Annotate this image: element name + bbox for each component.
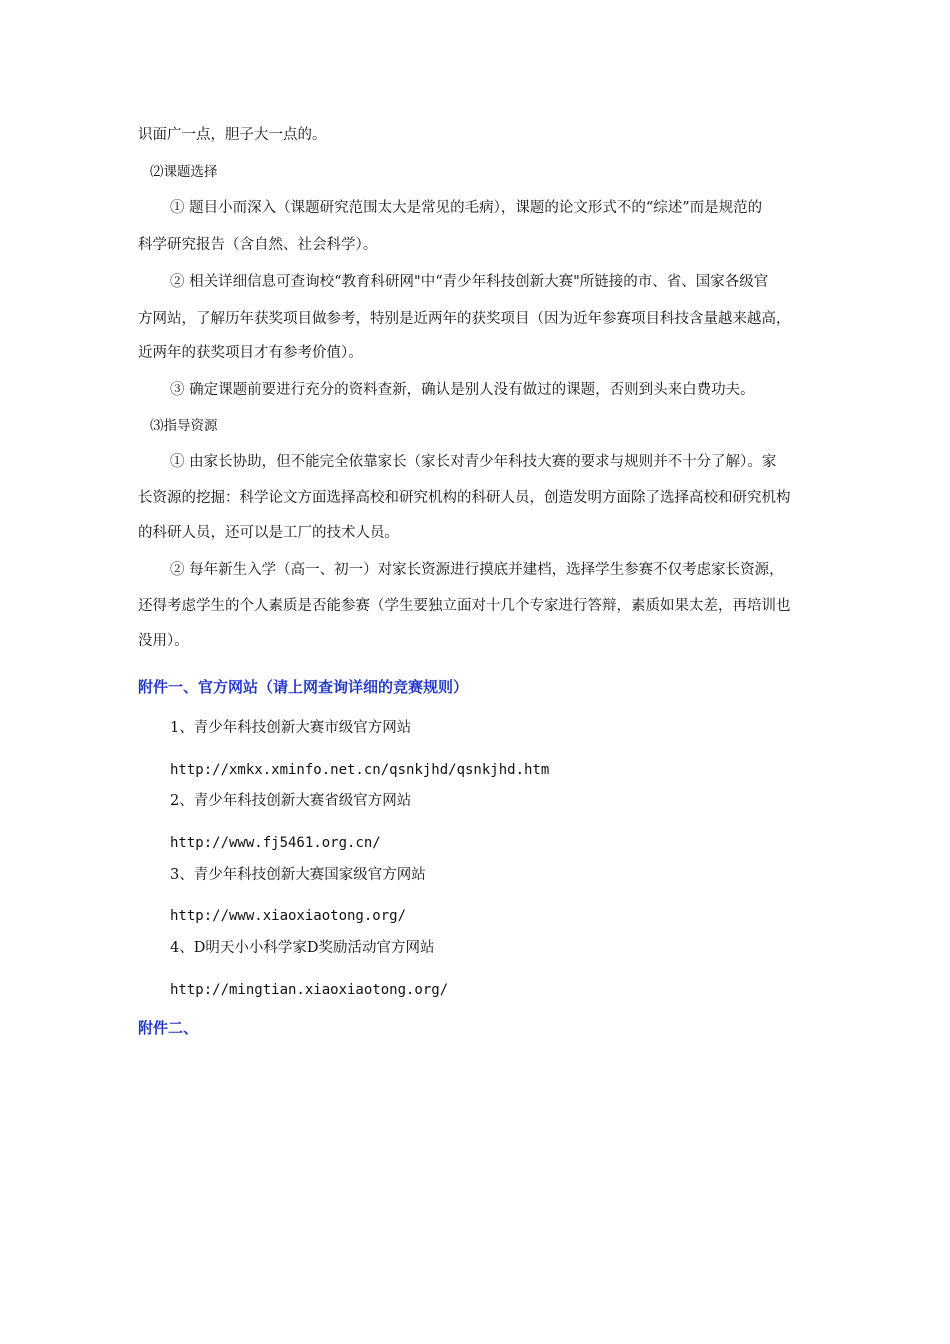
text-line: 科学研究报告（含自然、社会科学）。 [138, 237, 378, 253]
text-line: ③ 确定课题前要进行充分的资料查新，确认是别人没有做过的课题，否则到头来白费功夫。 [170, 382, 755, 398]
site-url-link[interactable]: http://xmkx.xminfo.net.cn/qsnkjhd/qsnkjhd.htm [170, 762, 550, 778]
text-line: 方网站，了解历年获奖项目做参考，特别是近两年的获奖项目（因为近年参赛项目科技含量越来越高， [138, 311, 791, 327]
text-line: ② 相关详细信息可查询校“教育科研网"中“青少年科技创新大赛"所链接的市、省、国家各级官 [170, 274, 769, 290]
text-line: 长资源的挖掘：科学论文方面选择高校和研究机构的科研人员，创造发明方面除了选择高校和研究机构 [138, 490, 791, 506]
site-url-link[interactable]: http://www.xiaoxiaotong.org/ [170, 908, 407, 924]
site-url-link[interactable]: http://mingtian.xiaoxiaotong.org/ [170, 982, 449, 998]
text-line: 的科研人员，还可以是工厂的技术人员。 [138, 525, 399, 541]
attachment-one-heading: 附件一、官方网站（请上网查询详细的竞赛规则） [138, 678, 469, 696]
site-label: 2、青少年科技创新大赛省级官方网站 [170, 793, 412, 809]
text-line: 识面广一点，胆子大一点的。 [138, 127, 327, 143]
text-line: ① 由家长协助，但不能完全依靠家长（家长对青少年科技大赛的要求与规则并不十分了解）。家 [170, 454, 777, 470]
site-label: 1、青少年科技创新大赛市级官方网站 [170, 720, 412, 736]
text-line: ① 题目小而深入（课题研究范围太大是常见的毛病），课题的论文形式不的“综述”而是规范的 [170, 200, 763, 216]
subsection-title: ⑵课题选择 [150, 164, 218, 180]
text-line: 没用）。 [138, 633, 189, 649]
site-url-link[interactable]: http://www.fj5461.org.cn/ [170, 835, 381, 851]
text-line: 近两年的获奖项目才有参考价值）。 [138, 345, 363, 361]
text-line: 还得考虑学生的个人素质是否能参赛（学生要独立面对十几个专家进行答辩，素质如果太差，再培训也 [138, 598, 791, 614]
subsection-title: ⑶指导资源 [150, 418, 218, 434]
attachment-two-heading: 附件二、 [138, 1019, 199, 1037]
site-label: 3、青少年科技创新大赛国家级官方网站 [170, 867, 426, 883]
text-line: ② 每年新生入学（高一、初一）对家长资源进行摸底并建档，选择学生参赛不仅考虑家长资源， [170, 562, 784, 578]
site-label: 4、D明天小小科学家D奖励活动官方网站 [170, 940, 435, 956]
